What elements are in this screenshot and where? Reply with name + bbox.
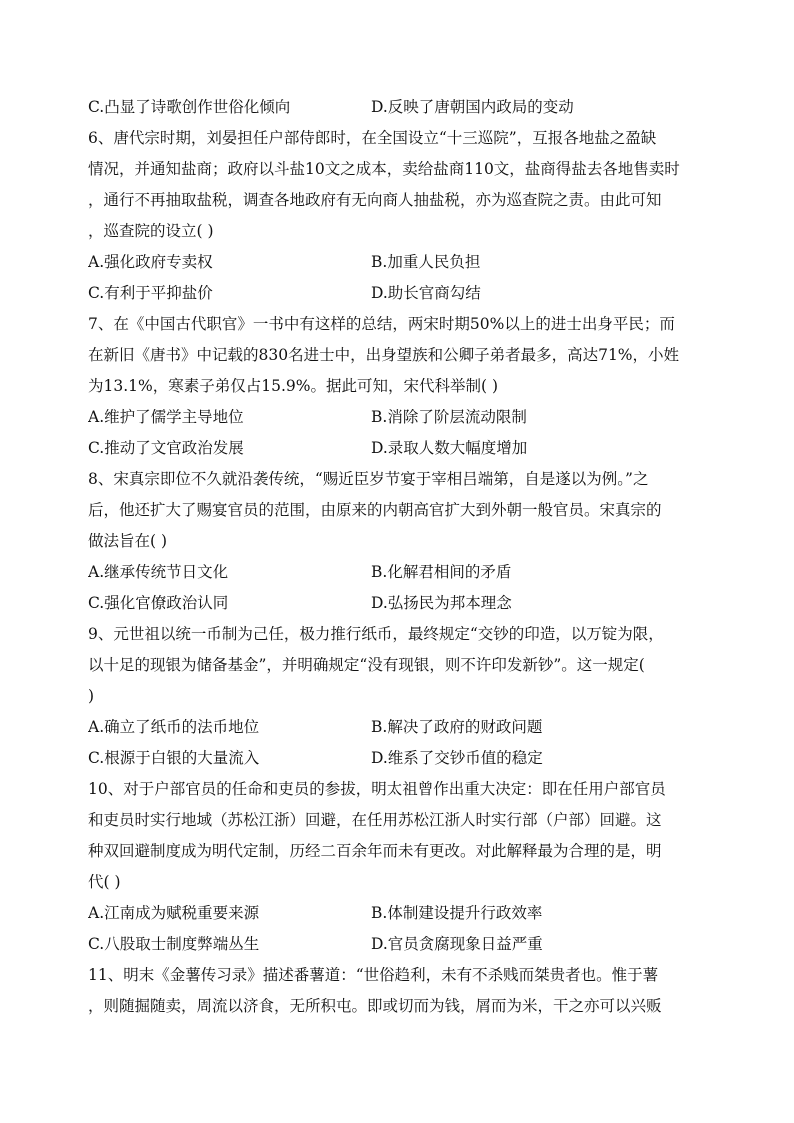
question-7-options-ab — [88, 402, 710, 433]
option-c: C.推动了文官政治发展 — [88, 439, 244, 457]
question-6-line-4: ，巡查院的设立( ) — [88, 222, 214, 240]
question-10-line-4: 代( ) — [88, 873, 121, 891]
option-b: B.解决了政府的财政问题 — [371, 718, 543, 736]
question-9-options-ab — [88, 712, 710, 743]
question-8-options-ab — [88, 557, 710, 588]
option-c: C.根源于白银的大量流入 — [88, 749, 260, 767]
question-6-line-3: ，通行不再抽取盐税，调查各地政府有无向商人抽盐税，亦为巡查院之责。由此可知 — [88, 191, 662, 209]
option-b: B.化解君相间的矛盾 — [371, 563, 512, 581]
question-7 — [88, 309, 710, 464]
question-7-options-cd — [88, 433, 710, 464]
question-6-options-ab — [88, 247, 710, 278]
question-11-line-1: 11、明末《金薯传习录》描述番薯道：“世俗趋利，未有不杀贱而桀贵者也。惟于薯 — [88, 966, 659, 984]
question-6-line-1: 6、唐代宗时期，刘晏担任户部侍郎时，在全国设立“十三巡院”，互报各地盐之盈缺 — [88, 129, 657, 147]
option-a: A.继承传统节日文化 — [88, 563, 229, 581]
question-10-options-cd — [88, 929, 710, 960]
question-10-line-1: 10、对于户部官员的任命和吏员的参拔，明太祖曾作出重大决定：即在任用户部官员 — [88, 780, 666, 798]
question-8-line-1: 8、宋真宗即位不久就沿袭传统，“赐近臣岁节宴于宰相吕端第，自是遂以为例。”之 — [88, 470, 649, 488]
option-a: A.江南成为赋税重要来源 — [88, 904, 260, 922]
option-b: B.消除了阶层流动限制 — [371, 408, 527, 426]
option-d: D.反映了唐朝国内政局的变动 — [371, 98, 574, 116]
option-d: D.弘扬民为邦本理念 — [371, 594, 512, 612]
question-11-line-2: ，则随掘随卖，周流以济食，无所积屯。即或切而为钱，屑而为米，干之亦可以兴贩 — [88, 997, 662, 1015]
question-7-line-3: 为13.1%，寒素子弟仅占15.9%。据此可知，宋代科举制( ) — [88, 377, 499, 395]
question-6 — [88, 123, 710, 309]
option-d: D.维系了交钞币值的稳定 — [371, 749, 543, 767]
question-6-options-cd — [88, 278, 710, 309]
option-a: A.确立了纸币的法币地位 — [88, 718, 260, 736]
option-d: D.官员贪腐现象日益严重 — [371, 935, 543, 953]
option-c: C.强化官僚政治认同 — [88, 594, 229, 612]
option-b: B.体制建设提升行政效率 — [371, 904, 543, 922]
option-a: A.强化政府专卖权 — [88, 253, 213, 271]
question-8-options-cd — [88, 588, 710, 619]
question-10 — [88, 774, 710, 960]
options-prev-question — [88, 92, 710, 123]
option-d: D.录取人数大幅度增加 — [371, 439, 528, 457]
question-7-line-2: 在新旧《唐书》中记载的830名进士中，出身望族和公卿子弟者最多，高达71%，小姓 — [88, 346, 680, 364]
option-d: D.助长官商勾结 — [371, 284, 481, 302]
option-c: C.八股取士制度弊端丛生 — [88, 935, 260, 953]
option-a: A.维护了儒学主导地位 — [88, 408, 244, 426]
question-7-line-1: 7、在《中国古代职官》一书中有这样的总结，两宋时期50%以上的进士出身平民；而 — [88, 315, 675, 333]
question-9-line-1: 9、元世祖以统一币制为己任，极力推行纸币，最终规定“交钞的印造，以万锭为限， — [88, 625, 664, 643]
question-9-line-3: ) — [88, 687, 95, 705]
question-10-options-ab — [88, 898, 710, 929]
option-b: B.加重人民负担 — [371, 253, 481, 271]
question-9 — [88, 619, 710, 774]
option-c: C.凸显了诗歌创作世俗化倾向 — [88, 98, 291, 116]
question-6-line-2: 情况，并通知盐商；政府以斗盐10文之成本，卖给盐商110文，盐商得盐去各地售卖时 — [88, 160, 680, 178]
option-c: C.有利于平抑盐价 — [88, 284, 213, 302]
question-10-line-2: 和吏员时实行地域（苏松江浙）回避，在任用苏松江浙人时实行部（户部）回避。这 — [88, 811, 662, 829]
question-8 — [88, 464, 710, 619]
question-9-options-cd — [88, 743, 710, 774]
question-11 — [88, 960, 710, 1022]
question-9-line-2: 以十足的现银为储备基金”，并明确规定“没有现银，则不许印发新钞”。这一规定( — [88, 656, 645, 674]
question-10-line-3: 种双回避制度成为明代定制，历经二百余年而未有更改。对此解释最为合理的是，明 — [88, 842, 662, 860]
question-8-line-3: 做法旨在( ) — [88, 532, 168, 550]
exam-page — [88, 92, 710, 1022]
question-8-line-2: 后，他还扩大了赐宴官员的范围，由原来的内朝高官扩大到外朝一般官员。宋真宗的 — [88, 501, 662, 519]
